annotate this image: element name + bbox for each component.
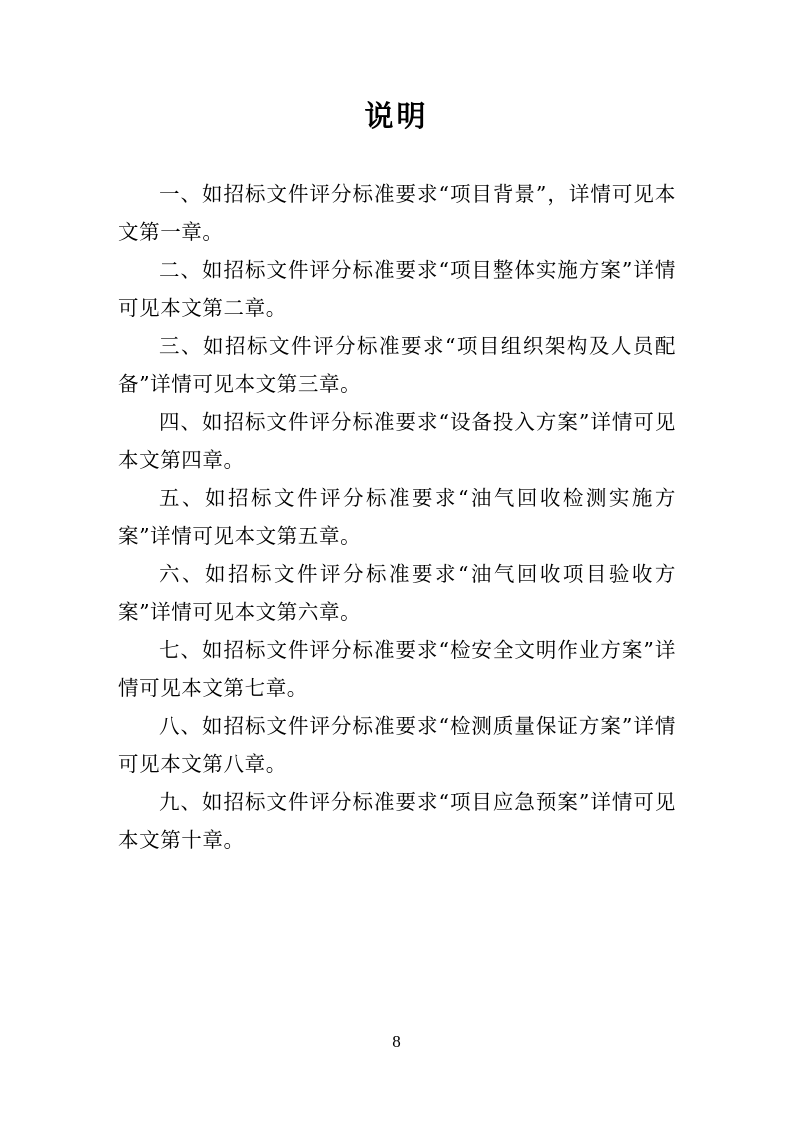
paragraph-1: 一、如招标文件评分标准要求“项目背景”，详情可见本文第一章。 [118,182,676,244]
paragraph-5: 五、如招标文件评分标准要求“油气回收检测实施方案”详情可见本文第五章。 [118,486,676,548]
paragraph-8: 八、如招标文件评分标准要求“检测质量保证方案”详情可见本文第八章。 [118,714,676,776]
page-number: 8 [392,1032,401,1051]
paragraph-3: 三、如招标文件评分标准要求“项目组织架构及人员配备”详情可见本文第三章。 [118,334,676,396]
paragraph-6: 六、如招标文件评分标准要求“油气回收项目验收方案”详情可见本文第六章。 [118,562,676,624]
page-title: 说明 [364,99,429,133]
document-body [118,175,676,859]
paragraph-7: 七、如招标文件评分标准要求“检安全文明作业方案”详情可见本文第七章。 [118,638,676,700]
paragraph-4: 四、如招标文件评分标准要求“设备投入方案”详情可见本文第四章。 [118,410,676,472]
paragraph-2: 二、如招标文件评分标准要求“项目整体实施方案”详情可见本文第二章。 [118,258,676,320]
paragraph-9: 九、如招标文件评分标准要求“项目应急预案”详情可见本文第十章。 [118,790,676,852]
